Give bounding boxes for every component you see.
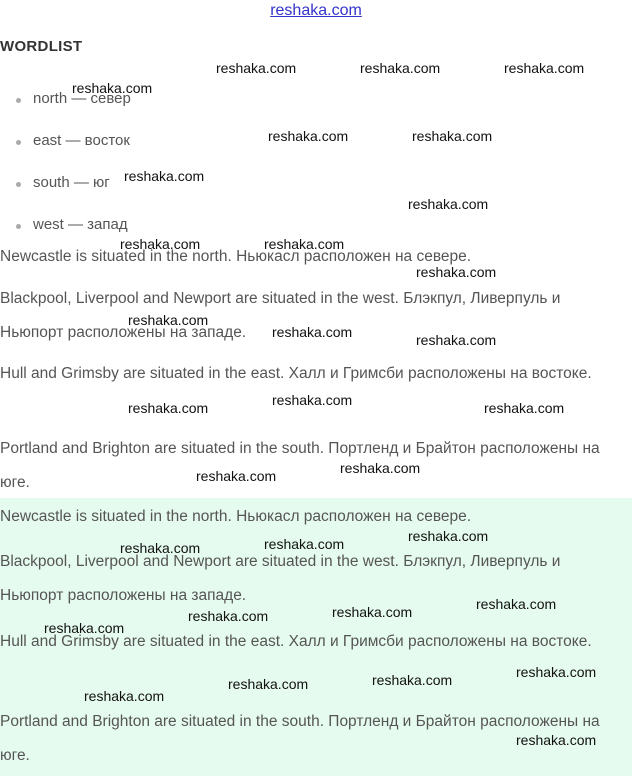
watermark: reshaka.com — [44, 620, 125, 636]
watermark: reshaka.com — [516, 732, 597, 748]
watermark: reshaka.com — [72, 80, 153, 96]
watermark: reshaka.com — [272, 392, 353, 408]
paragraph: Portland and Brighton are situated in the south. Портленд и Брайтон расположены на юге. — [0, 440, 600, 491]
watermark: reshaka.com — [196, 468, 277, 484]
paragraph: Newcastle is situated in the north. Ньюкасл расположен на севере. — [0, 248, 472, 265]
watermark: reshaka.com — [484, 400, 565, 416]
watermark: reshaka.com — [372, 672, 453, 688]
watermark: reshaka.com — [408, 528, 489, 544]
watermark: reshaka.com — [228, 676, 309, 692]
site-link[interactable]: reshaka.com — [270, 2, 362, 19]
answer-paragraph: Hull and Grimsby are situated in the east. Халл и Гримсби расположены на востоке. — [0, 633, 592, 650]
watermark: reshaka.com — [120, 236, 201, 252]
answer-paragraph: Blackpool, Liverpool and Newport are situated in the west. Блэкпул, Ливерпуль и Ньюпорт расположены на западе. — [0, 553, 561, 604]
watermark: reshaka.com — [128, 400, 209, 416]
paragraph: Hull and Grimsby are situated in the east. Халл и Гримсби расположены на востоке. — [0, 365, 592, 382]
watermark: reshaka.com — [264, 536, 345, 552]
list-item: west — запад — [16, 216, 128, 233]
watermark: reshaka.com — [360, 60, 441, 76]
watermark: reshaka.com — [128, 312, 209, 328]
watermark: reshaka.com — [504, 60, 585, 76]
answer-paragraph: Newcastle is situated in the north. Ньюкасл расположен на севере. — [0, 508, 472, 525]
watermark: reshaka.com — [272, 324, 353, 340]
watermark: reshaka.com — [476, 596, 557, 612]
watermark: reshaka.com — [408, 196, 489, 212]
watermark: reshaka.com — [216, 60, 297, 76]
wordlist-heading: WORDLIST — [0, 38, 83, 55]
watermark: reshaka.com — [340, 460, 421, 476]
list-item: north — север — [16, 90, 131, 107]
watermark: reshaka.com — [332, 604, 413, 620]
watermark: reshaka.com — [268, 128, 349, 144]
watermark: reshaka.com — [120, 540, 201, 556]
paragraph: Blackpool, Liverpool and Newport are situated in the west. Блэкпул, Ливерпуль и Ньюпорт расположены на западе. — [0, 290, 561, 341]
list-item: east — восток — [16, 132, 130, 149]
answer-paragraph: Portland and Brighton are situated in the south. Портленд и Брайтон расположены на юге. — [0, 713, 600, 764]
watermark: reshaka.com — [188, 608, 269, 624]
watermark: reshaka.com — [516, 664, 597, 680]
list-item: south — юг — [16, 174, 110, 191]
watermark: reshaka.com — [264, 236, 345, 252]
watermark: reshaka.com — [416, 264, 497, 280]
watermark: reshaka.com — [84, 688, 165, 704]
watermark: reshaka.com — [416, 332, 497, 348]
watermark: reshaka.com — [124, 168, 205, 184]
watermark: reshaka.com — [412, 128, 493, 144]
